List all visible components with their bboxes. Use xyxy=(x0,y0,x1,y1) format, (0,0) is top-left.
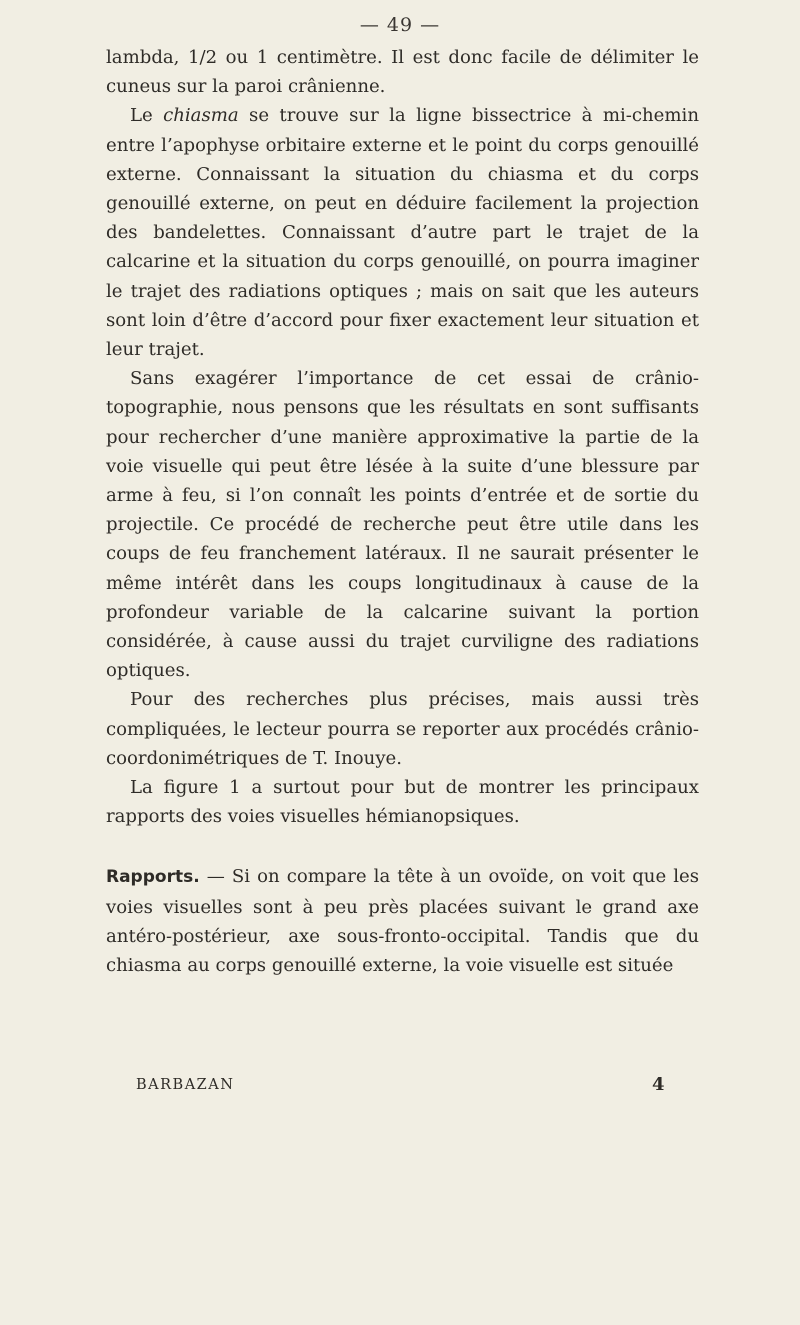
paragraph-2-lead: Le xyxy=(130,105,164,127)
page-number: — 49 — xyxy=(359,14,441,36)
paragraph-2-text: se trouve sur la ligne bissectrice à mi-chemin entre l’apophyse orbitaire externe et le point du corps genouillé externe. Connaissant la situation du chiasma et du corps genouillé externe, on peut en déduire facilement la projection des bandelettes. Connaissant d’autre part le trajet de la calcarine et la situation du corps genouillé, on pourra imaginer le trajet des radiations optiques ; mais on sait que les auteurs sont loin d’être d’accord pour fixer exactement leur situation et leur trajet. xyxy=(106,105,699,361)
body-text xyxy=(106,43,699,980)
paragraph-6-text: — Si on compare la tête à un ovoïde, on voit que les voies visuelles sont à peu près placées suivant le grand axe antéro-postérieur, axe sous-fronto-occipital. Tandis que du chiasma au corps genouillé externe, la voie visuelle est située xyxy=(106,866,699,977)
paragraph-5: La figure 1 a surtout pour but de montrer les principaux rapports des voies visuelles hémianopsiques. xyxy=(106,777,699,828)
paragraph-3: Sans exagérer l’importance de cet essai de crânio-topographie, nous pensons que les résultats en sont suffisants pour rechercher d’une manière approximative la partie de la voie visuelle qui peut être lésée à la suite d’une blessure par arme à feu, si l’on connaît les points d’entrée et de sortie du projectile. Ce procédé de recherche peut être utile dans les coups de feu franchement latéraux. Il ne saurait présenter le même intérêt dans les coups longitudinaux à cause de la profondeur variable de la calcarine suivant la portion considérée, à cause aussi du trajet curviligne des radiations optiques. xyxy=(106,368,699,682)
paragraph-2 xyxy=(106,101,699,364)
footer-author: BARBAZAN xyxy=(136,1077,235,1093)
paragraph-1: lambda, 1/2 ou 1 centimètre. Il est donc facile de délimiter le cuneus sur la paroi crânienne. xyxy=(106,47,699,98)
paragraph-6 xyxy=(106,862,699,980)
signature-mark: 4 xyxy=(651,1074,666,1095)
term-chiasma: chiasma xyxy=(163,105,239,127)
paragraph-4: Pour des recherches plus précises, mais aussi très compliquées, le lecteur pourra se reporter aux procédés crânio-coordonimétriques de T. Inouye. xyxy=(106,689,699,769)
section-heading-rapports: Rapports. xyxy=(106,867,200,888)
page-footer xyxy=(136,1074,666,1101)
